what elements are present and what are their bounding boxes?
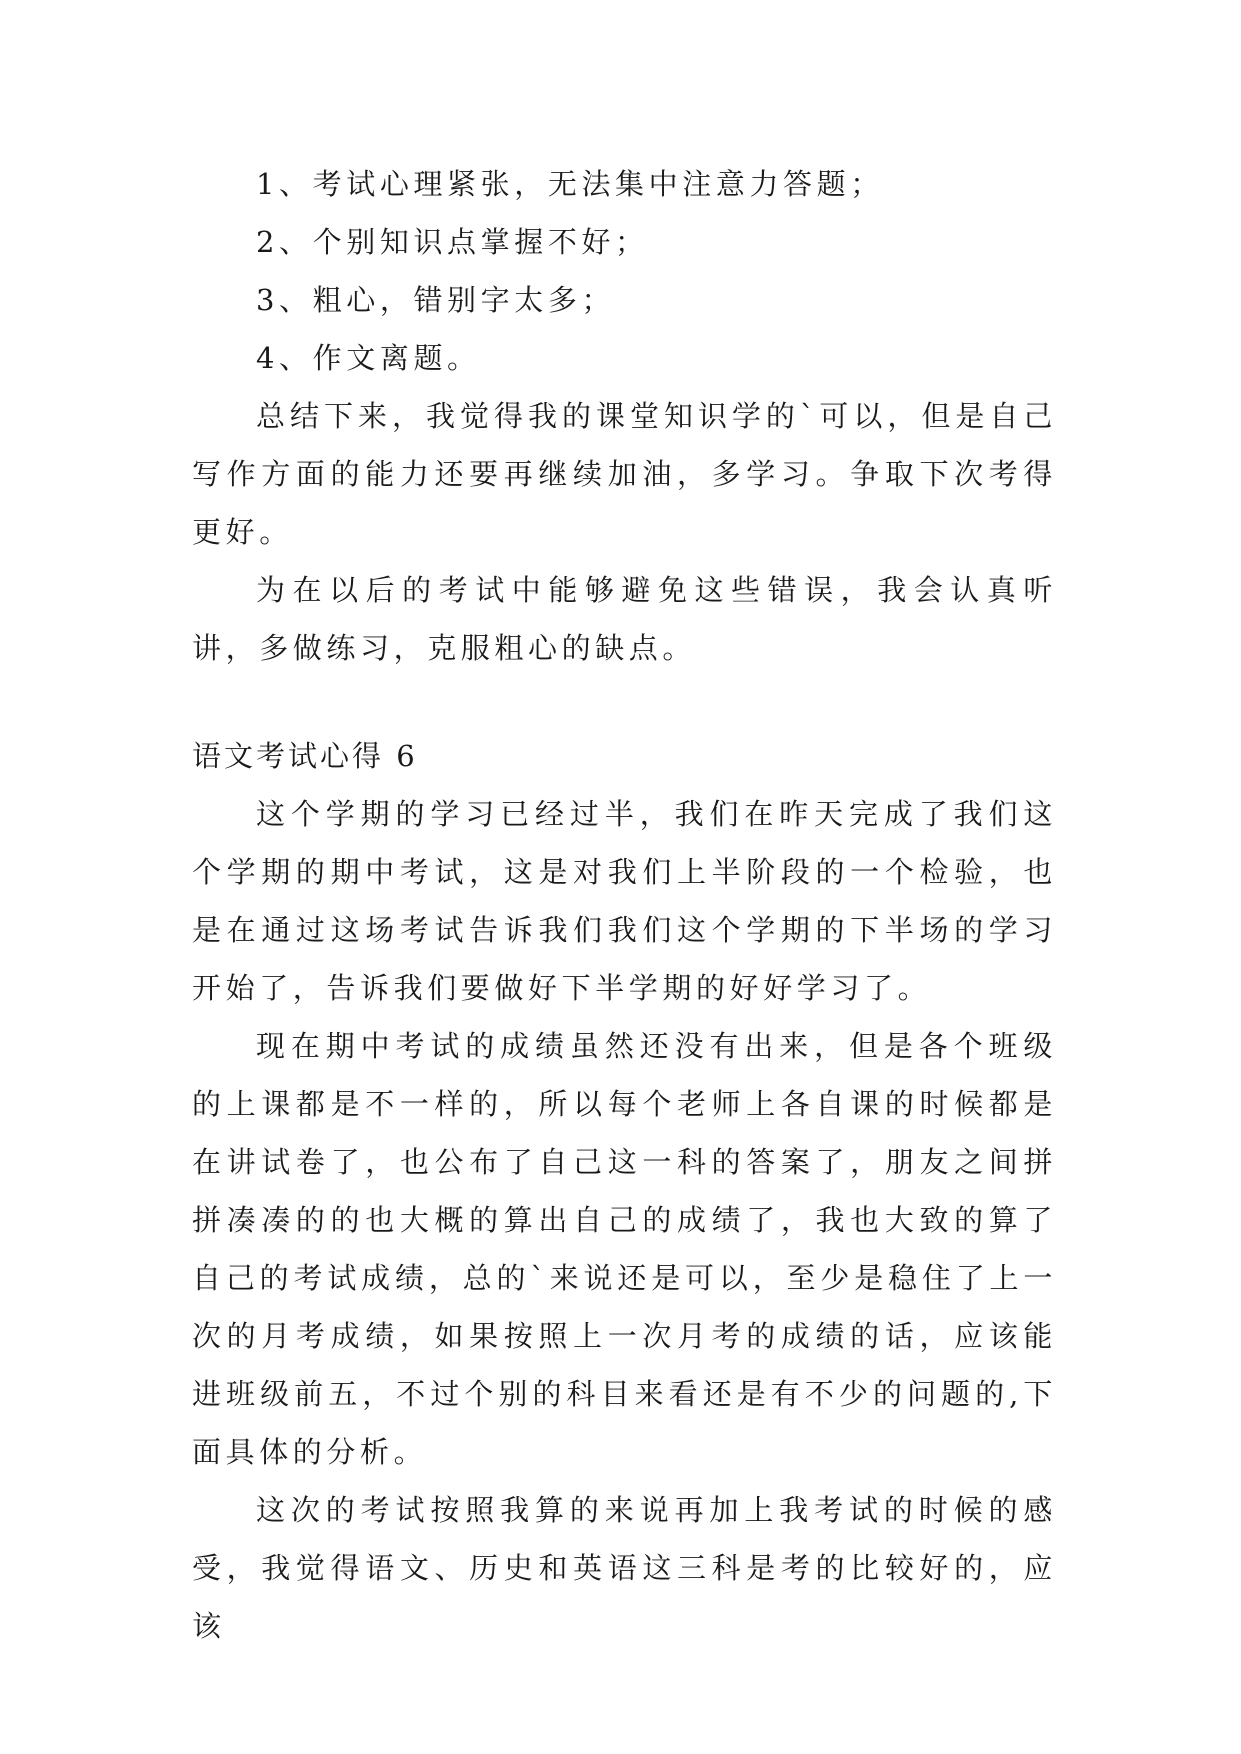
paragraph-improvement: 为在以后的考试中能够避免这些错误，我会认真听讲，多做练习，克服粗心的缺点。 [192, 573, 1057, 665]
list-item: 3、粗心，错别字太多； [256, 283, 616, 317]
list-item: 4、作文离题。 [256, 341, 481, 375]
document-body [192, 155, 1057, 1655]
paragraph: 现在期中考试的成绩虽然还没有出来，但是各个班级的上课都是不一样的，所以每个老师上各自课的时候都是在讲试卷了，也公布了自己这一科的答案了，朋友之间拼拼凑凑的的也大概的算出自己的成绩了，我也大致的算了自己的考试成绩，总的`来说还是可以，至少是稳住了上一次的月考成绩，如果按照上一次月考的成绩的话，应该能进班级前五，不过个别的科目来看还是有不少的问题的,下面具体的分析。 [192, 1029, 1057, 1469]
list-item: 1、考试心理紧张，无法集中注意力答题； [256, 167, 884, 201]
section-title: 语文考试心得 6 [192, 739, 418, 773]
paragraph: 这次的考试按照我算的来说再加上我考试的时候的感受，我觉得语文、历史和英语这三科是考的比较好的，应该 [192, 1493, 1057, 1643]
list-item: 2、个别知识点掌握不好； [256, 225, 649, 259]
paragraph-summary: 总结下来，我觉得我的课堂知识学的`可以，但是自己写作方面的能力还要再继续加油，多学习。争取下次考得更好。 [192, 399, 1057, 549]
paragraph: 这个学期的学习已经过半，我们在昨天完成了我们这个学期的期中考试，这是对我们上半阶段的一个检验，也是在通过这场考试告诉我们我们这个学期的下半场的学习开始了，告诉我们要做好下半学期的好好学习了。 [192, 797, 1057, 1005]
